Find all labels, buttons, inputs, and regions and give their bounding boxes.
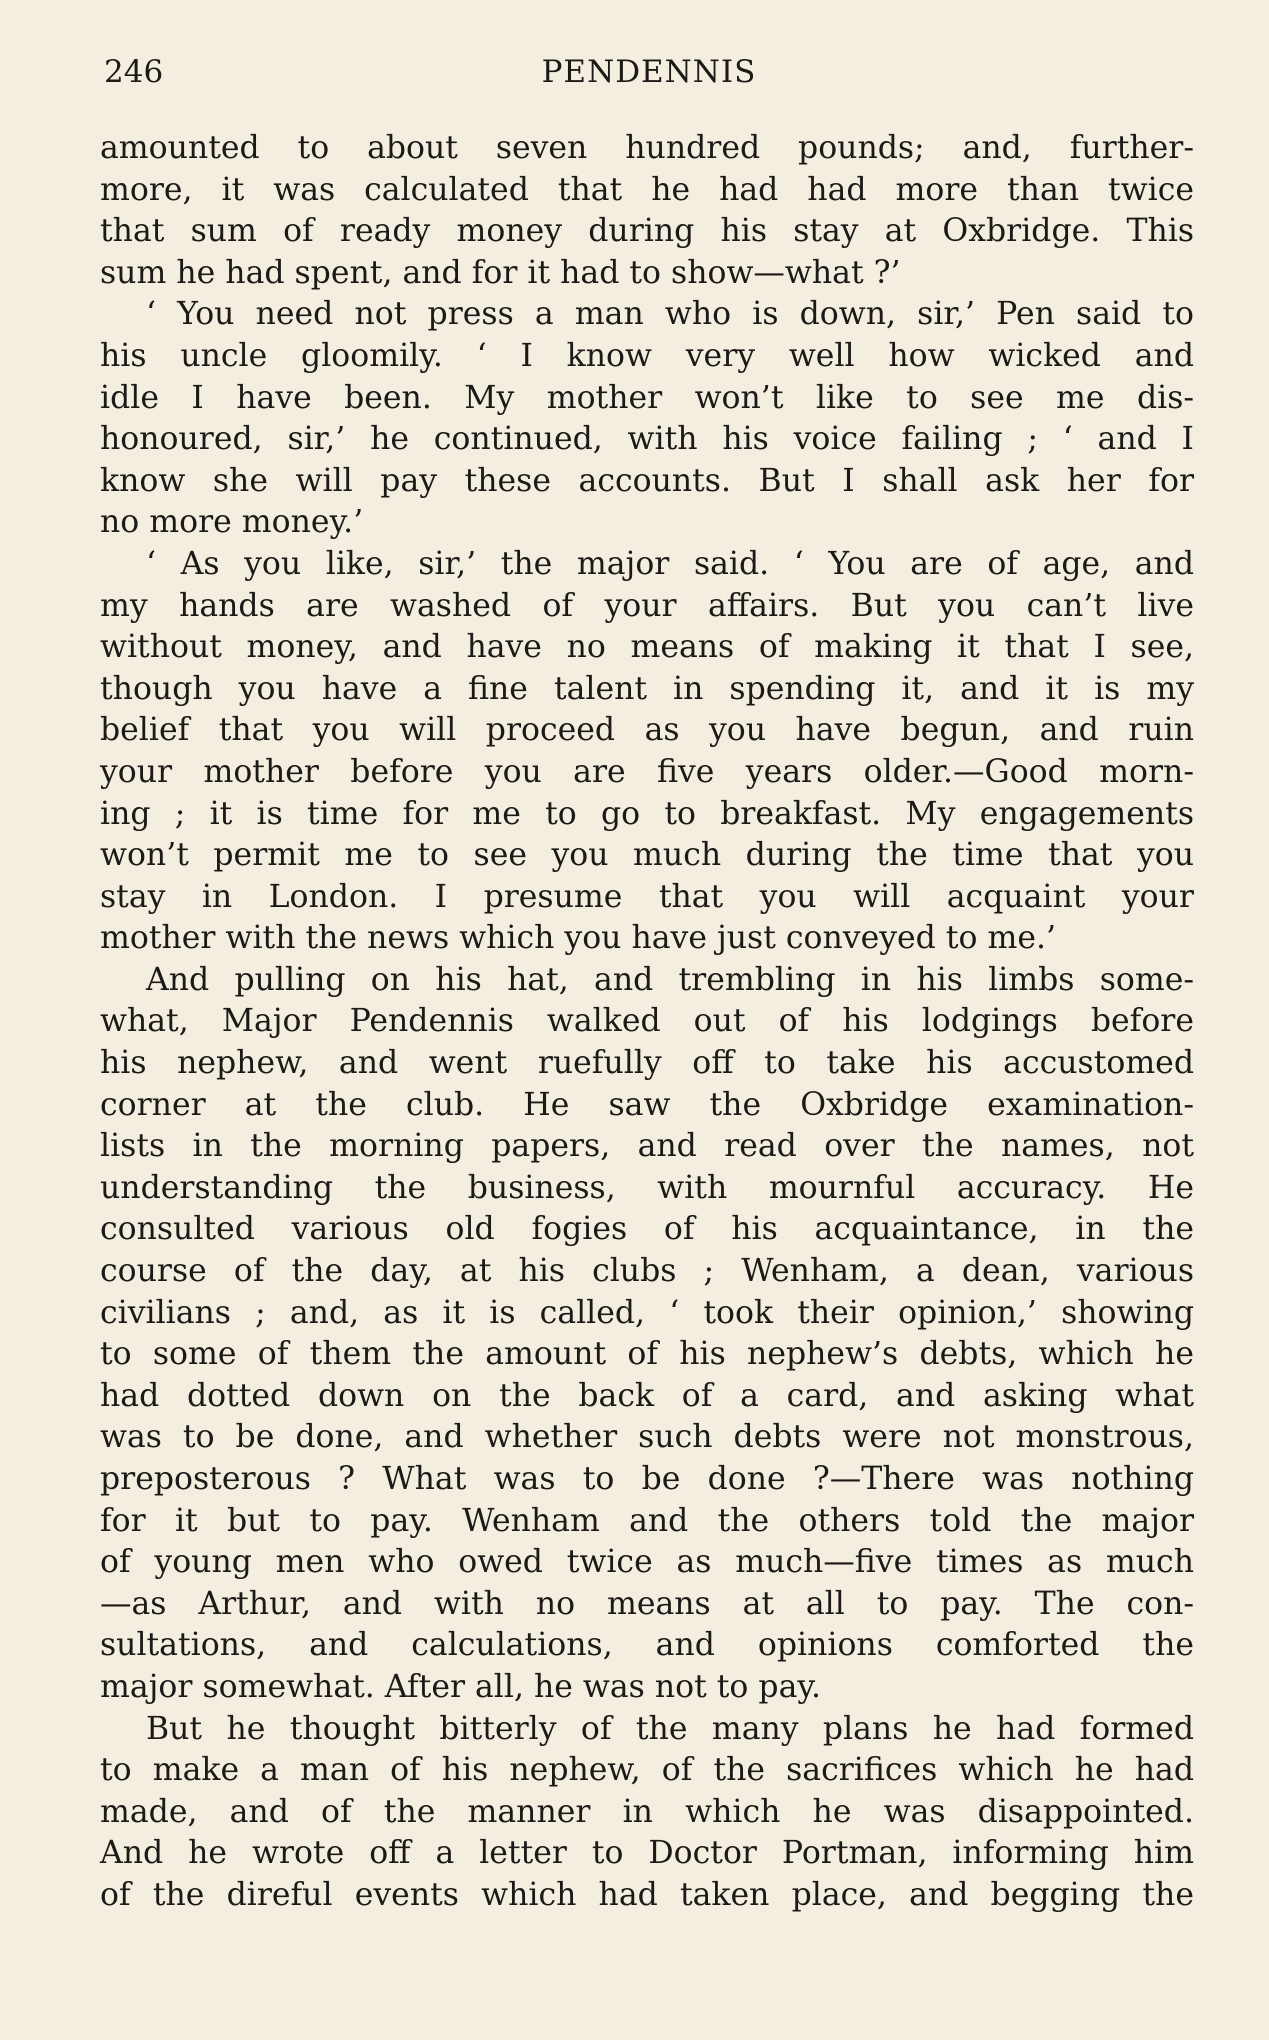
text-line: though you have a fine talent in spending it, and it is my xyxy=(100,670,1194,707)
text-line: was to be done, and whether such debts were not monstrous, xyxy=(100,1419,1194,1456)
text-line: ing ; it is time for me to go to breakfast. My engagements xyxy=(100,795,1194,832)
text-line: his uncle gloomily. ‘ I know very well how wicked and xyxy=(100,337,1194,374)
text-line: to make a man of his nephew, of the sacrifices which he had xyxy=(100,1752,1194,1789)
text-line: no more money.’ xyxy=(100,504,364,541)
text-line: sum he had spent, and for it had to show—what ?’ xyxy=(100,254,901,291)
text-line: ‘ As you like, sir,’ the major said. ‘ You are of age, and xyxy=(146,545,1194,582)
text-line: And he wrote off a letter to Doctor Portman, informing him xyxy=(100,1835,1194,1872)
text-line: of the direful events which had taken place, and begging the xyxy=(100,1876,1194,1913)
text-line: preposterous ? What was to be done ?—There was nothing xyxy=(100,1461,1194,1497)
text-line: had dotted down on the back of a card, and asking what xyxy=(100,1377,1194,1414)
text-line: of young men who owed twice as much—five times as much xyxy=(100,1544,1194,1581)
text-line: honoured, sir,’ he continued, with his voice failing ; ‘ and I xyxy=(100,421,1194,458)
text-line: course of the day, at his clubs ; Wenham, a dean, various xyxy=(100,1253,1194,1290)
text-line: know she will pay these accounts. But I shall ask her for xyxy=(100,462,1194,499)
text-line: made, and of the manner in which he was disappointed. xyxy=(100,1793,1194,1830)
text-line: what, Major Pendennis walked out of his lodgings before xyxy=(100,1003,1194,1040)
text-line: lists in the morning papers, and read over the names, not xyxy=(100,1128,1194,1165)
text-line: amounted to about seven hundred pounds; and, further- xyxy=(100,130,1194,166)
text-line: belief that you will proceed as you have begun, and ruin xyxy=(100,712,1194,749)
body-text xyxy=(100,128,1194,1917)
text-line: civilians ; and, as it is called, ‘ took their opinion,’ showing xyxy=(100,1294,1194,1331)
text-line: major somewhat. After all, he was not to pay. xyxy=(100,1668,821,1705)
text-line: his nephew, and went ruefully off to take his accustomed xyxy=(100,1045,1194,1082)
text-line: And pulling on his hat, and trembling in his limbs some- xyxy=(146,961,1194,998)
page-number: 246 xyxy=(104,54,164,90)
running-title: PENDENNIS xyxy=(541,54,757,90)
text-line: understanding the business, with mournful accuracy. He xyxy=(100,1169,1194,1206)
text-line: stay in London. I presume that you will acquaint your xyxy=(100,878,1194,915)
text-line: corner at the club. He saw the Oxbridge examination- xyxy=(100,1086,1194,1123)
text-line: your mother before you are five years older.—Good morn- xyxy=(100,753,1194,790)
text-line: idle I have been. My mother won’t like to see me dis- xyxy=(100,379,1194,416)
text-line: But he thought bitterly of the many plans he had formed xyxy=(146,1710,1194,1747)
text-line: my hands are washed of your affairs. But you can’t live xyxy=(100,587,1194,624)
text-line: without money, and have no means of making it that I see, xyxy=(100,629,1194,666)
text-line: ‘ You need not press a man who is down, sir,’ Pen said to xyxy=(146,296,1194,333)
text-line: that sum of ready money during his stay at Oxbridge. This xyxy=(100,213,1194,250)
text-line: sultations, and calculations, and opinions comforted the xyxy=(100,1627,1194,1664)
text-line: consulted various old fogies of his acquaintance, in the xyxy=(100,1211,1194,1248)
text-line: —as Arthur, and with no means at all to pay. The con- xyxy=(100,1585,1194,1622)
text-line: more, it was calculated that he had had more than twice xyxy=(100,171,1194,208)
text-line: for it but to pay. Wenham and the others told the major xyxy=(100,1502,1194,1539)
text-line: mother with the news which you have just conveyed to me.’ xyxy=(100,920,1057,957)
text-line: to some of them the amount of his nephew’s debts, which he xyxy=(100,1336,1194,1373)
text-line: won’t permit me to see you much during the time that you xyxy=(100,837,1194,874)
running-head xyxy=(104,50,1194,94)
